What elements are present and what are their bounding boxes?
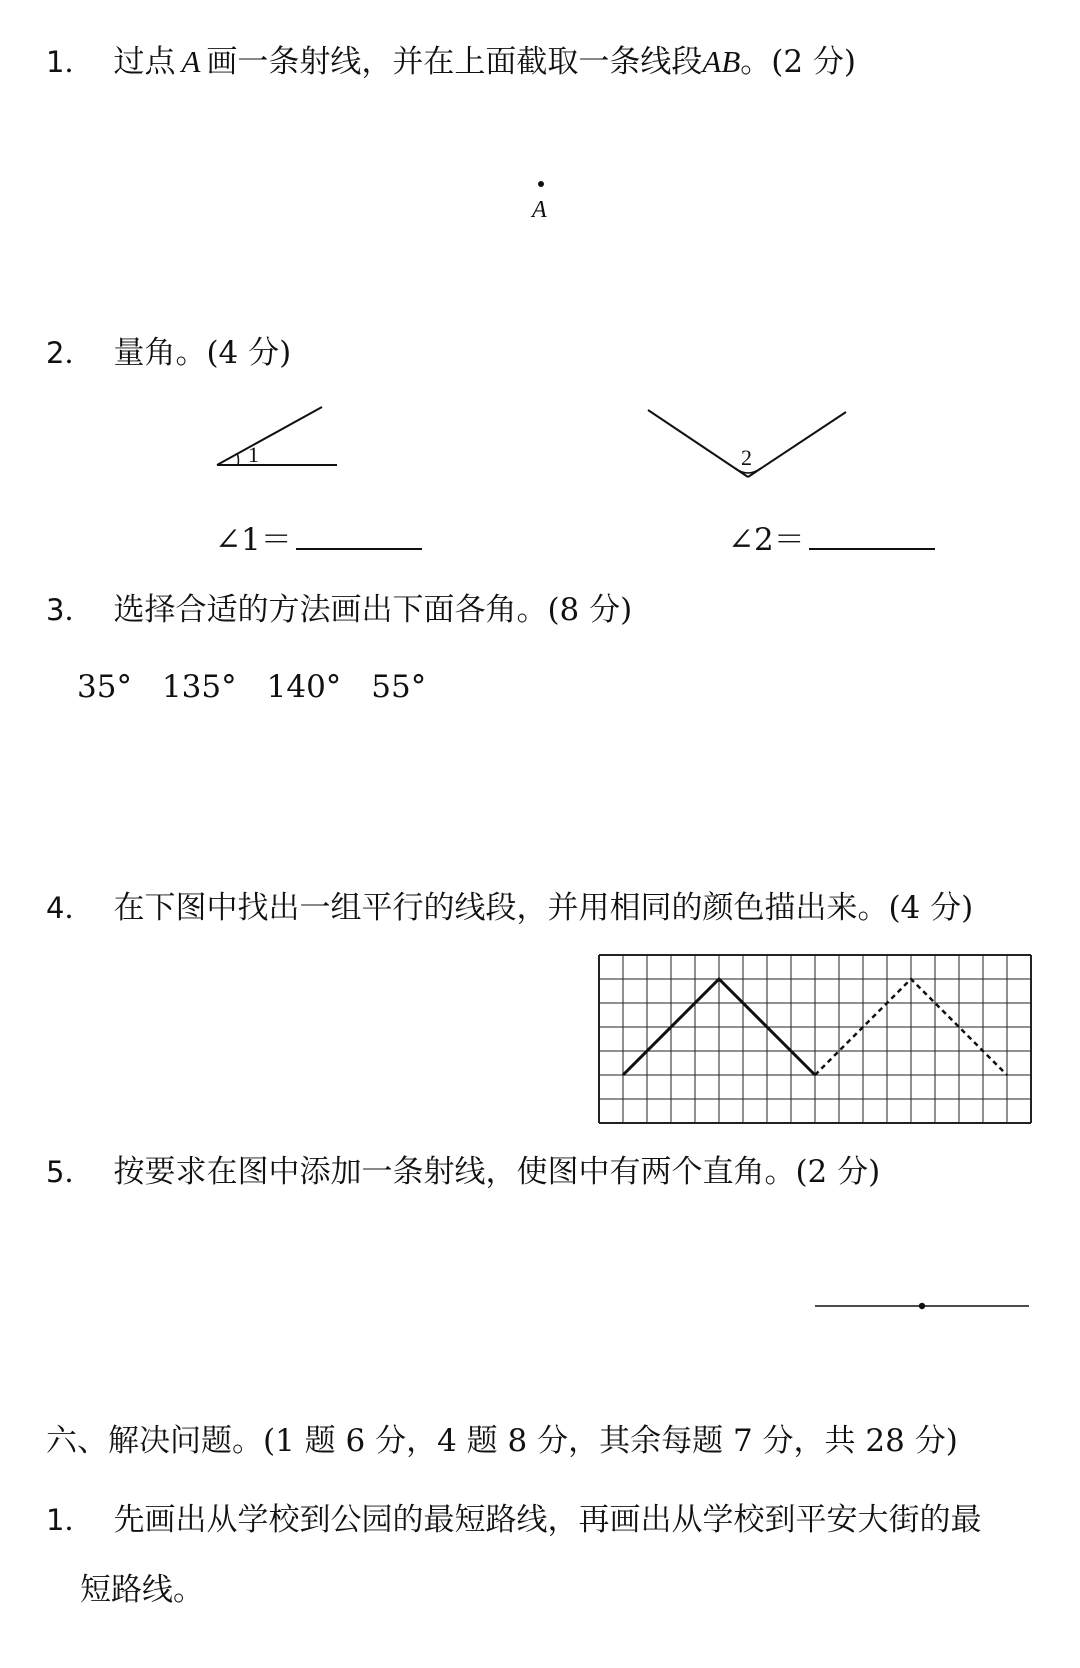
parallel-lines-grid <box>598 954 1038 1129</box>
question-1 <box>46 42 856 82</box>
question-5 <box>46 1152 880 1192</box>
question-3 <box>46 590 632 630</box>
angle-2-right-ray <box>748 412 846 477</box>
question-score: 。(2 分) <box>740 44 857 80</box>
angle-value: 35° <box>77 669 132 705</box>
question-text: 选择合适的方法画出下面各角。(8 分) <box>113 592 633 628</box>
question-text: 画一条射线，并在上面截取一条线段 <box>206 44 703 80</box>
angle-value: 140° <box>266 669 342 705</box>
question-2 <box>46 333 291 373</box>
angle-1-upper-ray <box>217 407 322 465</box>
point-a-figure <box>520 175 560 225</box>
angle-1-figure <box>215 405 355 485</box>
point-a-dot <box>538 181 544 187</box>
segment-label: AB <box>702 44 741 79</box>
angle-value: 135° <box>161 669 237 705</box>
angle-1-equation: ∠1＝ <box>215 522 292 558</box>
angle-2-answer <box>728 518 935 560</box>
vertex-point <box>919 1303 925 1309</box>
angle-1-arc <box>237 453 238 465</box>
question-number: 5． <box>46 1155 94 1189</box>
angle-2-figure <box>648 410 868 500</box>
angle-2-mark: 2 <box>741 445 752 470</box>
point-a-label: A <box>532 197 547 223</box>
angle-2-left-ray <box>648 410 748 477</box>
ray-figure <box>815 1296 1035 1316</box>
section-6-heading: 六、解决问题。(1 题 6 分，4 题 8 分，其余每题 7 分，共 28 分) <box>46 1423 958 1459</box>
question-4 <box>46 888 973 928</box>
question-number: 4． <box>46 891 94 925</box>
answer-blank[interactable] <box>296 518 422 550</box>
section-6-question-1 <box>46 1500 981 1540</box>
answer-blank[interactable] <box>809 518 935 550</box>
question-text: 先画出从学校到公园的最短路线，再画出从学校到平安大街的最 <box>113 1502 982 1538</box>
point-label: A <box>181 44 201 79</box>
question-number: 3． <box>46 593 94 627</box>
question-number: 1． <box>46 1503 94 1537</box>
angle-list <box>77 667 426 707</box>
angle-value: 55° <box>371 669 427 705</box>
question-text: 量角。(4 分) <box>113 335 292 371</box>
question-text: 按要求在图中添加一条射线，使图中有两个直角。(2 分) <box>113 1154 881 1190</box>
angle-2-equation: ∠2＝ <box>728 522 805 558</box>
angle-1-mark: 1 <box>248 442 259 467</box>
question-number: 1． <box>46 45 94 79</box>
question-text: 过点 <box>113 44 176 80</box>
question-text-continued: 短路线。 <box>80 1572 204 1608</box>
question-number: 2． <box>46 336 94 370</box>
question-text: 在下图中找出一组平行的线段，并用相同的颜色描出来。(4 分) <box>113 890 974 926</box>
angle-1-answer <box>215 518 422 560</box>
